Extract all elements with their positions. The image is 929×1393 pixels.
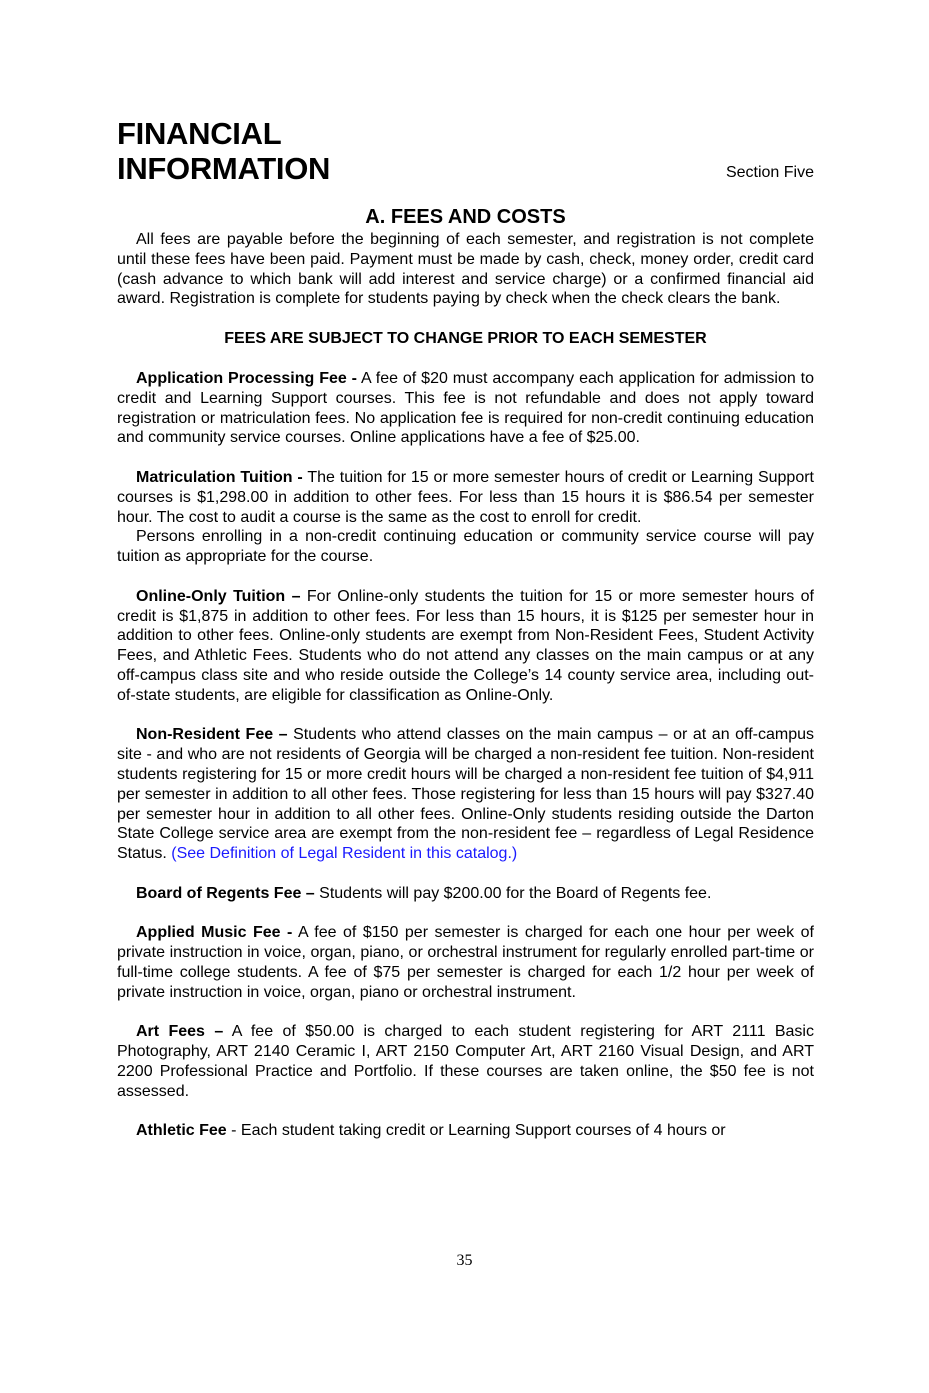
application-fee-paragraph <box>117 369 814 448</box>
page-title <box>117 116 330 186</box>
section-label: Section Five <box>725 164 814 181</box>
application-fee-text: A fee of $20 must accompany each application for admission to credit and Learning Support courses. This fee is not refundable and does not apply toward registration or matriculation fees. No application fee is required for non-credit continuing education and community service courses. Online applications have a fee of $25.00. <box>117 369 814 447</box>
athletic-fee-label: Athletic Fee <box>136 1122 227 1140</box>
online-only-paragraph <box>117 587 814 706</box>
art-fees-paragraph <box>117 1022 814 1101</box>
fee-change-notice: FEES ARE SUBJECT TO CHANGE PRIOR TO EACH SEMESTER <box>224 330 707 348</box>
art-fees-label: Art Fees – <box>136 1023 224 1041</box>
intro-paragraph: All fees are payable before the beginning of each semester, and registration is not complete until these fees have been paid. Payment must be made by cash, check, money order, credit card (cash advance to which bank will add interest and service charge) or a confirmed financial aid award. Registration is complete for students paying by check when the check clears the bank. <box>117 231 814 308</box>
art-fees-text: A fee of $50.00 is charged to each student registering for ART 2111 Basic Photography, ART 2140 Ceramic I, ART 2150 Computer Art, ART 2160 Visual Design, and ART 2200 Professional Practice and Portfolio. If these courses are taken online, the $50 fee is not assessed. <box>117 1023 814 1100</box>
matriculation-label: Matriculation Tuition - <box>136 468 303 486</box>
athletic-fee-text: - Each student taking credit or Learning Support courses of 4 hours or <box>226 1122 726 1140</box>
matriculation-text: The tuition for 15 or more semester hours of credit or Learning Support courses is $1,298.00 in addition to other fees. For less than 15 hours it is $86.54 per semester hour. The cost to audit a course is the same as the cost to enroll for credit. <box>117 468 815 526</box>
non-resident-paragraph <box>117 725 814 864</box>
page-title-line1: FINANCIAL <box>117 116 282 151</box>
applied-music-text: A fee of $150 per semester is charged for each one hour per week of private instruction in voice, organ, piano, or orchestral instrument for regularly enrolled part-time or full-time college students. A fee of $75 per semester is charged for each 1/2 hour per week of private instruction in voice, organ, piano or orchestral instrument. <box>117 924 814 1001</box>
non-resident-text: Students who attend classes on the main campus – or at an off-campus site - and who are not residents of Georgia will be charged a non-resident fee tuition. Non-resident students registering for 15 or more credit hours will be charged a non-resident fee tuition of $4,911 per semester in addition to all other fees. Those registering for less than 15 hours will pay $327.40 per semester hour in addition to all other fees. Online-Only students residing outside the Darton State College service area are exempt from the non-resident fee – regardless of Legal Residence Status. <box>117 726 814 863</box>
online-only-label: Online-Only Tuition – <box>136 587 301 605</box>
regents-fee-paragraph <box>117 884 814 904</box>
matriculation-paragraph-2: Persons enrolling in a non-credit continuing education or community service course will pay tuition as appropriate for the course. <box>117 528 814 566</box>
matriculation-paragraph <box>117 468 814 527</box>
applied-music-label: Applied Music Fee - <box>136 924 293 942</box>
application-fee-label: Application Processing Fee - <box>136 369 358 387</box>
main-content <box>117 204 814 1141</box>
regents-fee-text: Students will pay $200.00 for the Board of Regents fee. <box>314 884 712 902</box>
non-resident-label: Non-Resident Fee – <box>136 726 288 744</box>
applied-music-paragraph <box>117 923 814 1002</box>
page-number: 35 <box>456 1252 473 1269</box>
page-title-line2: INFORMATION <box>117 151 331 186</box>
regents-fee-label: Board of Regents Fee – <box>136 884 315 902</box>
legal-resident-link[interactable]: (See Definition of Legal Resident in this catalog.) <box>171 845 518 863</box>
athletic-fee-paragraph <box>117 1121 814 1141</box>
section-heading: A. FEES AND COSTS <box>365 206 566 228</box>
online-only-text: For Online-only students the tuition for 15 or more semester hours of credit is $1,875 in addition to other fees. For less than 15 hours, it is $125 per semester hour in addition to other fees. Online-only students are exempt from Non-Resident Fees, Student Activity Fees, and Athletic Fees. Students who do not attend any classes on the main campus or at any off-campus class site and who reside outside the College’s 14 county service area, including out-of-state students, are eligible for classification as Online-Only. <box>117 587 814 704</box>
